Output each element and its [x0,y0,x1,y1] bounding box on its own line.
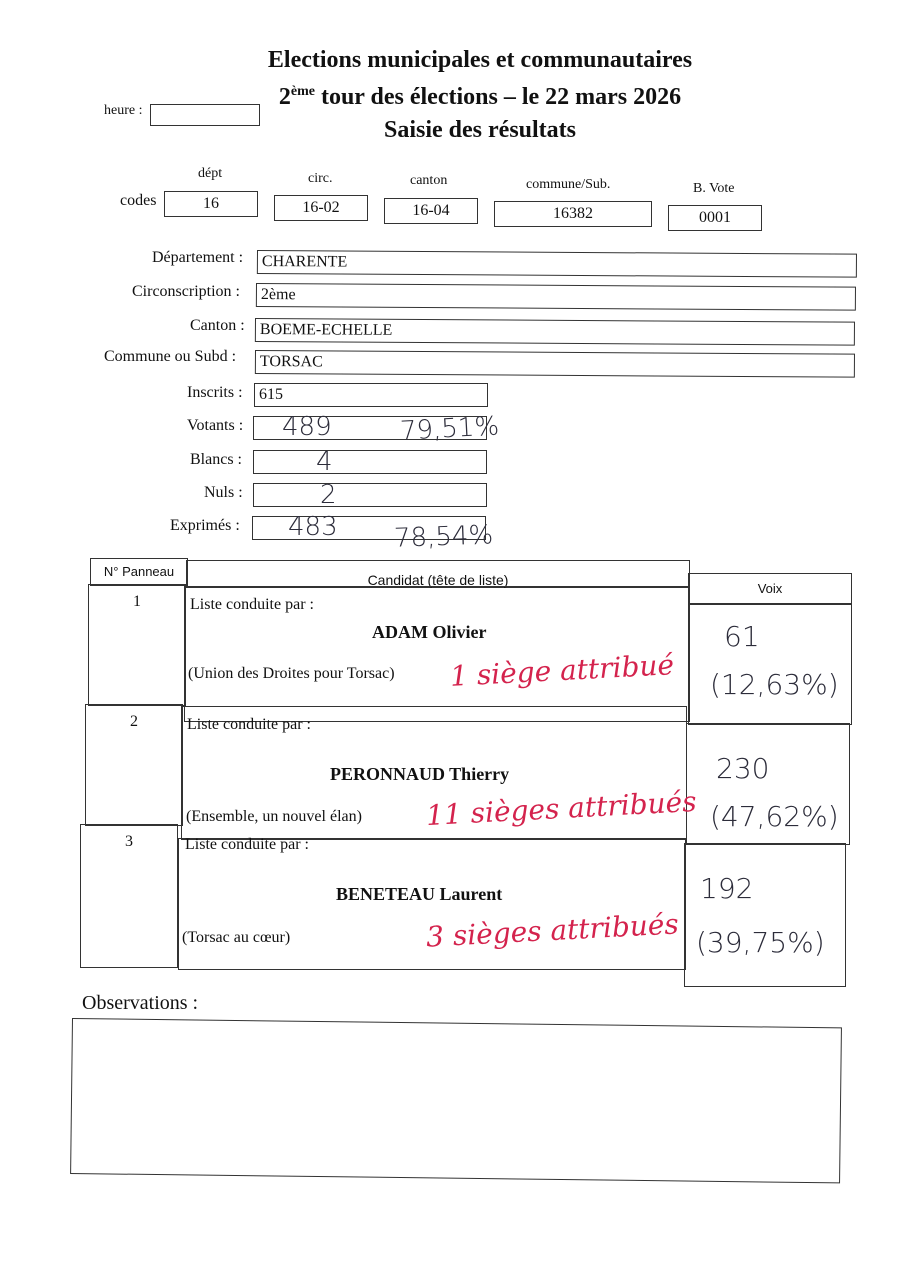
row-2-seats-note: 11 sièges attribués [425,784,698,833]
row-1-voix: 61 [724,620,760,653]
exprimes-handwritten: 483 [288,512,338,542]
row-3-pct: (39,75%) [696,926,825,959]
blancs-handwritten: 4 [316,447,333,477]
exprimes-pct-handwritten: 78,54% [393,520,494,554]
observations-label: Observations : [82,992,199,1014]
row-3-panneau-cell [80,824,178,968]
nuls-field[interactable] [253,483,487,507]
nuls-label: Nuls : [204,484,243,501]
row-3-voix: 192 [700,872,754,905]
commune-label: Commune ou Subd : [104,348,237,365]
departement-label: Département : [152,249,244,266]
header-panneau: N° Panneau [103,564,175,579]
row-2-candidate-name: PERONNAUD Thierry [330,764,510,784]
row-3-intro: Liste conduite par : [185,836,309,853]
header-panneau-cell [90,558,188,586]
header-candidat: Candidat (tête de liste) [367,572,509,588]
exprimes-label: Exprimés : [170,517,240,534]
title-round-number: 2 [278,84,291,110]
header-candidat-cell [186,560,690,588]
row-1-panneau-cell [88,584,186,706]
circ-label: circ. [308,171,333,186]
heure-label: heure : [104,103,143,118]
bvote-label: B. Vote [693,181,735,196]
row-1-intro: Liste conduite par : [190,596,314,613]
blancs-field[interactable] [253,450,487,474]
heure-field[interactable] [150,104,260,126]
canton-field[interactable]: BOEME-ECHELLE [255,318,855,346]
circonscription-field[interactable]: 2ème [256,283,856,311]
row-3-voix-cell [684,843,846,987]
row-2-pct: (47,62%) [710,800,839,833]
row-3-seats-note: 3 sièges attribués [425,907,680,954]
codes-label: codes [120,192,157,209]
row-1-pct: (12,63%) [710,668,839,701]
title-round-text: tour des élections – le 22 mars 2026 [314,84,682,110]
commune-code-label: commune/Sub. [526,177,611,192]
votants-label: Votants : [187,417,244,434]
commune-field[interactable]: TORSAC [255,350,855,378]
title-line-3: Saisie des résultats [384,117,576,143]
dept-code-field[interactable]: 16 [164,191,258,217]
inscrits-field[interactable]: 615 [254,383,488,407]
canton-label: Canton : [190,317,245,334]
commune-code-field[interactable]: 16382 [494,201,652,227]
row-3-list-name: (Torsac au cœur) [182,929,291,946]
header-voix-cell [688,573,852,605]
circonscription-label: Circonscription : [132,283,240,300]
row-2-panneau-cell [85,704,183,826]
circ-code-field[interactable]: 16-02 [274,195,368,221]
row-2-panneau: 2 [130,713,138,730]
header-voix: Voix [757,581,783,596]
row-1-candidate-name: ADAM Olivier [372,622,487,642]
bvote-code-field[interactable]: 0001 [668,205,762,231]
row-1-voix-cell [688,603,852,725]
row-1-seats-note: 1 siège attribué [449,648,675,693]
votants-pct-handwritten: 79,51% [399,411,500,447]
departement-field[interactable]: CHARENTE [257,250,857,278]
nuls-handwritten: 2 [320,480,337,510]
row-1-panneau: 1 [133,593,141,610]
observations-field[interactable] [70,1018,842,1183]
row-2-intro: Liste conduite par : [187,716,311,733]
votants-handwritten: 489 [282,412,332,442]
row-1-list-name: (Union des Droites pour Torsac) [188,665,395,682]
canton-code-label: canton [410,173,448,188]
inscrits-label: Inscrits : [187,384,243,401]
row-3-candidate-name: BENETEAU Laurent [336,884,503,904]
blancs-label: Blancs : [190,451,242,468]
row-2-list-name: (Ensemble, un nouvel élan) [186,808,362,825]
canton-code-field[interactable]: 16-04 [384,198,478,224]
row-2-voix: 230 [716,752,770,785]
title-line-1: Elections municipales et communautaires [267,47,693,73]
dept-label: dépt [198,166,223,181]
row-3-panneau: 3 [125,833,133,850]
title-round-sup: ème [290,84,315,99]
